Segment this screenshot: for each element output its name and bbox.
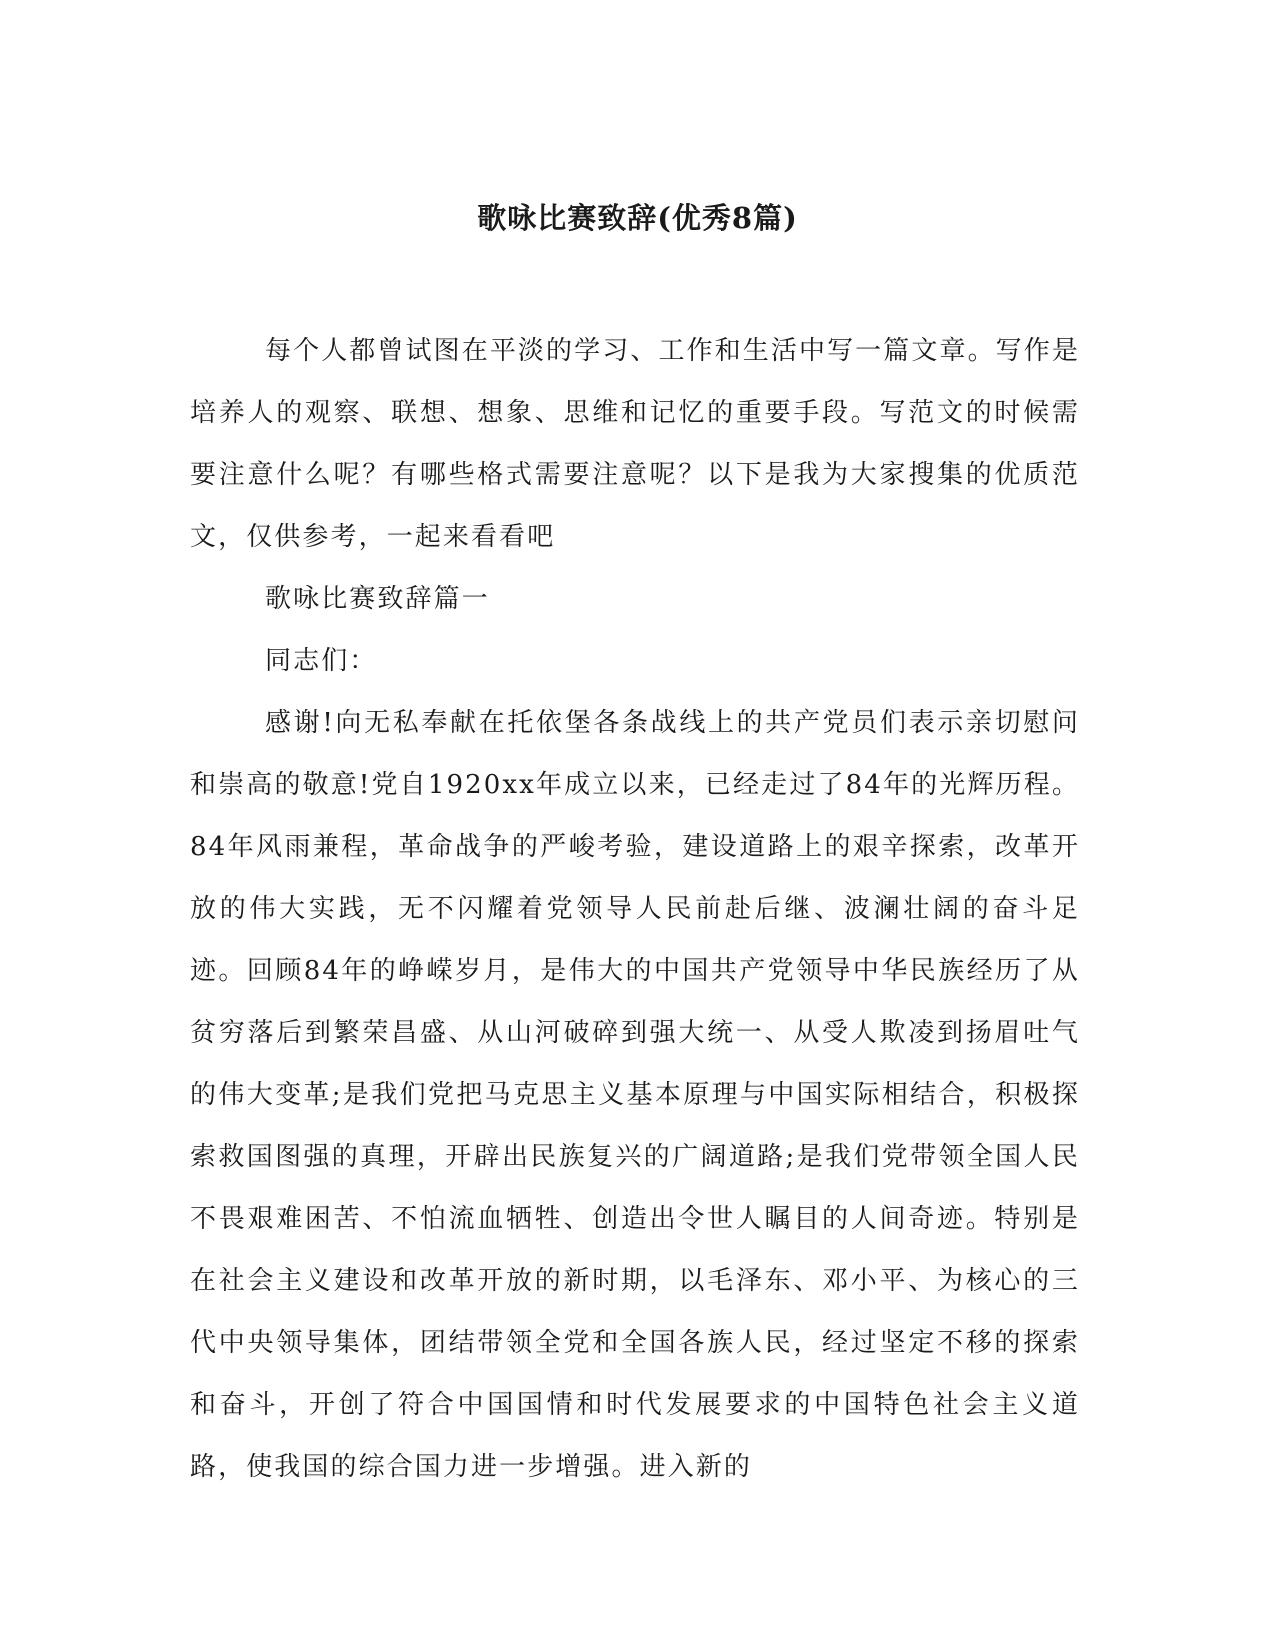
speech-paragraph: 感谢!向无私奉献在托依堡各条战线上的共产党员们表示亲切慰问和崇高的敬意!党自1920xx年成立以来，已经走过了84年的光辉历程。84年风雨兼程，革命战争的严峻考验，建设道路上的艰辛探索，改革开放的伟大实践，无不闪耀着党领导人民前赴后继、波澜壮阔的奋斗足迹。回顾84年的峥嵘岁月，是伟大的中国共产党领导中华民族经历了从贫穷落后到繁荣昌盛、从山河破碎到强大统一、从受人欺凌到扬眉吐气的伟大变革;是我们党把马克思主义基本原理与中国实际相结合，积极探索救国图强的真理，开辟出民族复兴的广阔道路;是我们党带领全国人民不畏艰难困苦、不怕流血牺牲、创造出令世人瞩目的人间奇迹。特别是在社会主义建设和改革开放的新时期，以毛泽东、邓小平、为核心的三代中央领导集体，团结带领全党和全国各族人民，经过坚定不移的探索和奋斗，开创了符合中国国情和时代发展要求的中国特色社会主义道路，使我国的综合国力进一步增强。进入新的 [190, 708, 1080, 1482]
document-title: 歌咏比赛致辞(优秀8篇) [477, 201, 798, 235]
intro-paragraph: 每个人都曾试图在平淡的学习、工作和生活中写一篇文章。写作是培养人的观察、联想、想象、思维和记忆的重要手段。写范文的时候需要注意什么呢？有哪些格式需要注意呢？以下是我为大家搜集的优质范文，仅供参考，一起来看看吧 [190, 336, 1080, 552]
salutation: 同志们： [265, 646, 378, 676]
section-heading: 歌咏比赛致辞篇一 [265, 584, 490, 614]
document-body [190, 320, 1080, 1498]
